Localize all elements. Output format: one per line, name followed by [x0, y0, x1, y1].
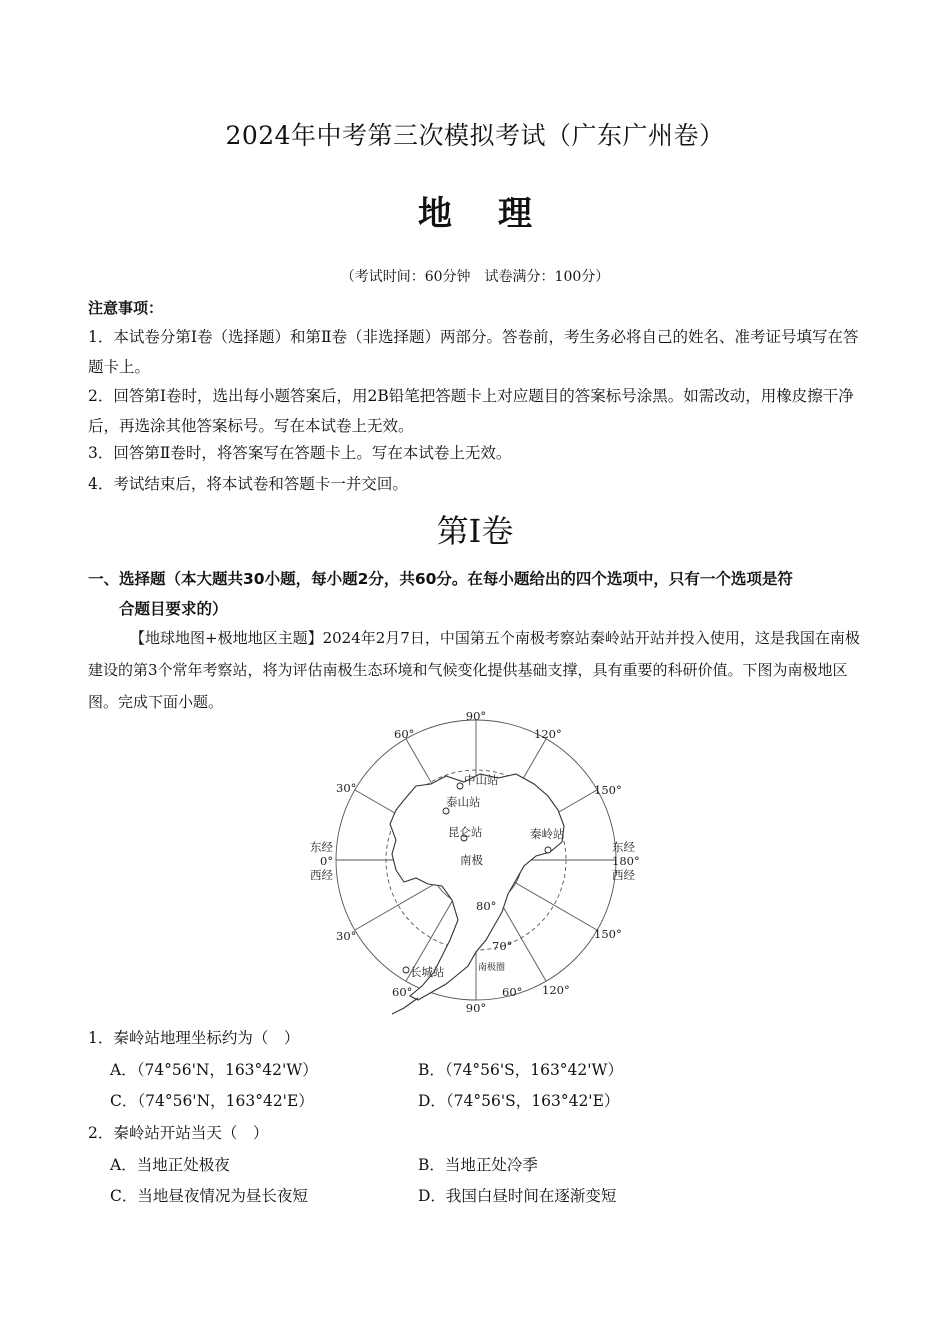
exam-time-info: （考试时间：60分钟 试卷满分：100分） [340, 269, 610, 285]
label-60-inner: 60° [502, 985, 523, 999]
question-2-option-c[interactable]: C．当地昼夜情况为昼长夜短 [110, 1187, 308, 1205]
subject-char-1: 地 [418, 194, 452, 234]
label-180deg: 180° [612, 854, 640, 868]
label-60-sw: 60° [392, 985, 413, 999]
question-1-stem: 1．秦岭站地理坐标约为（ ） [88, 1029, 300, 1047]
exam-title: 2024年中考第三次模拟考试（广东广州卷） [225, 121, 725, 150]
question-1-option-b[interactable]: B．（74°56'S，163°42'W） [418, 1061, 623, 1079]
note-item: 4．考试结束后，将本试卷和答题卡一并交回。 [88, 475, 408, 493]
question-2-option-a[interactable]: A．当地正处极夜 [110, 1156, 230, 1174]
label-30-w-up: 30° [336, 781, 357, 795]
label-120-ne: 120° [534, 727, 562, 741]
label-west-right: 西经 [612, 868, 635, 882]
question-2-stem: 2．秦岭站开站当天（ ） [88, 1124, 269, 1142]
section-heading [88, 564, 878, 624]
label-30-w-down: 30° [336, 929, 357, 943]
notes-heading: 注意事项： [88, 299, 164, 317]
label-0deg: 0° [320, 854, 334, 868]
label-60-nw: 60° [394, 727, 415, 741]
label-west-left: 西经 [310, 868, 333, 882]
label-east-right: 东经 [612, 840, 635, 854]
section-heading-line2: 合题目要求的） [119, 600, 228, 618]
station-dot-zhongshan [457, 783, 463, 789]
label-changcheng-station: 长城站 [410, 965, 445, 979]
label-90-bottom: 90° [465, 1001, 487, 1015]
label-south-pole: 南极 [460, 853, 483, 867]
label-150-e-down: 150° [594, 927, 622, 941]
label-antarctic-circle: 南极圈 [478, 963, 506, 973]
note-item: 1．本试卷分第Ⅰ卷（选择题）和第Ⅱ卷（非选择题）两部分。答卷前，考生务必将自己的姓名、准考证号填写在答题卡上。 [88, 328, 859, 376]
note-item: 3．回答第Ⅱ卷时，将答案写在答题卡上。写在本试卷上无效。 [88, 444, 512, 462]
question-intro: 【地球地图+极地地区主题】2024年2月7日，中国第五个南极考察站秦岭站开站并投入使用，这是我国在南极建设的第3个常年考察站，将为评估南极生态环境和气候变化提供基础支撑，具有重要的科研价值。下图为南极地区图。完成下面小题。 [88, 629, 860, 711]
label-east-left: 东经 [310, 840, 333, 854]
question-1-option-d[interactable]: D．（74°56'S，163°42'E） [418, 1092, 620, 1110]
question-1-option-a[interactable]: A．（74°56'N，163°42'W） [110, 1061, 318, 1079]
label-kunlun-station: 昆仑站 [448, 825, 483, 839]
section-heading-line1: 一、选择题（本大题共30小题，每小题2分，共60分。在每小题给出的四个选项中，只有一个选项是符 [88, 570, 793, 588]
subject-char-2: 理 [498, 194, 532, 234]
volume-title: 第Ⅰ卷 [436, 512, 514, 550]
station-dot-changcheng [403, 967, 409, 973]
label-taishan-station: 泰山站 [446, 795, 481, 809]
question-2-option-d[interactable]: D．我国白昼时间在逐渐变短 [418, 1187, 617, 1205]
question-1-option-c[interactable]: C．（74°56'N，163°42'E） [110, 1092, 314, 1110]
question-2-option-b[interactable]: B．当地正处冷季 [418, 1156, 538, 1174]
antarctica-map [300, 708, 652, 1020]
label-lat-80: 80° [476, 899, 497, 913]
label-zhongshan-station: 中山站 [464, 773, 499, 787]
label-90-top: 90° [465, 709, 487, 723]
peninsula-tip [392, 998, 418, 1014]
label-150-e-up: 150° [594, 783, 622, 797]
subject-title [0, 186, 950, 235]
station-dot-qinling [545, 847, 551, 853]
note-item: 2．回答第Ⅰ卷时，选出每小题答案后，用2B铅笔把答题卡上对应题目的答案标号涂黑。如需改动，用橡皮擦干净后，再选涂其他答案标号。写在本试卷上无效。 [88, 387, 854, 435]
label-lat-70: 70° [492, 939, 513, 953]
label-qinling-station: 秦岭站 [530, 827, 565, 841]
label-120-se: 120° [542, 983, 570, 997]
